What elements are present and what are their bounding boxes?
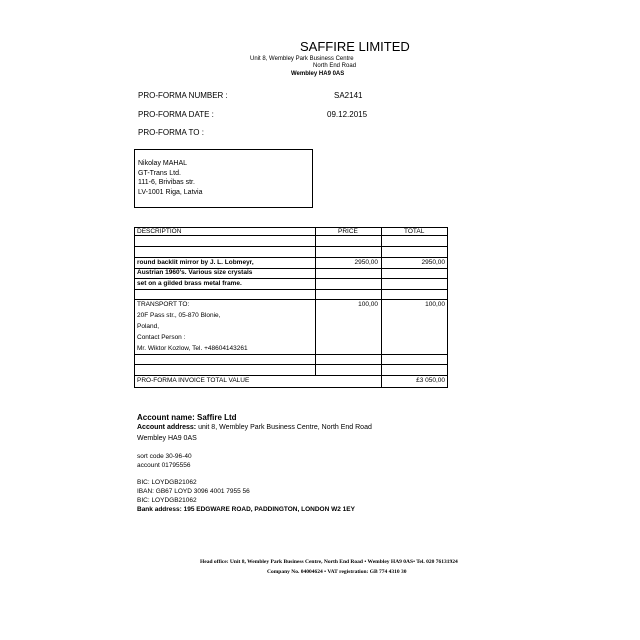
table-row-line	[134, 299, 448, 300]
sort-code: sort code 30-96-40	[137, 453, 192, 460]
transport-line: Contact Person :	[137, 334, 186, 341]
item-description-line: round backlit mirror by J. L. Lobmeyr,	[137, 259, 254, 266]
transport-line: Poland,	[137, 323, 160, 330]
proforma-date-label: PRO-FORMA DATE :	[138, 110, 214, 119]
account-name: Account name: Saffire Ltd	[137, 413, 237, 422]
proforma-number-value: SA2141	[334, 91, 363, 100]
proforma-date-value: 09.12.2015	[327, 110, 368, 119]
account-address-label: Account address:	[137, 424, 197, 431]
transport-line: 20F Pass str., 05-870 Blonie,	[137, 312, 221, 319]
account-address-value: unit 8, Wembley Park Business Centre, North End Road	[196, 424, 372, 431]
column-header-total: TOTAL	[404, 228, 425, 235]
iban: IBAN: GB67 LOYD 3096 4001 7955 56	[137, 488, 250, 495]
invoice-total-label: PRO-FORMA INVOICE TOTAL VALUE	[137, 377, 250, 384]
account-address-line2: Wembley HA9 0AS	[137, 435, 197, 442]
bic-code: BIC: LOYDGB21062	[137, 479, 197, 486]
company-address-line3: Wembley HA9 0AS	[291, 71, 345, 77]
item-description-line: Austrian 1960's. Various size crystals	[137, 269, 253, 276]
transport-total: 100,00	[425, 301, 445, 308]
invoice-total-value: £3 050,00	[416, 377, 445, 384]
table-row-line	[134, 354, 448, 355]
transport-line: Mr. Wiktor Kozlow, Tel. +48604143261	[137, 345, 248, 352]
table-row-line	[134, 278, 448, 279]
table-row-line	[134, 235, 448, 236]
recipient-line: GT-Trans Ltd.	[138, 169, 181, 177]
company-address-line1: Unit 8, Wembley Park Business Centre	[250, 56, 354, 62]
table-row-line	[134, 375, 448, 376]
bic-code-2: BIC: LOYDGB21062	[137, 497, 197, 504]
column-header-price: PRICE	[338, 228, 358, 235]
footer-head-office: Head office: Unit 8, Wembley Park Business Centre, North End Road • Wembley HA9 0AS• Tel. 020 76131924	[200, 559, 458, 565]
footer-company-info: Company No. 04004624 • VAT registration: GB 774 4310 30	[267, 569, 407, 575]
item-price: 2950,00	[354, 259, 378, 266]
table-border	[134, 387, 448, 388]
item-total: 2950,00	[421, 259, 445, 266]
transport-price: 100,00	[358, 301, 378, 308]
column-header-description: DESCRIPTION	[137, 228, 182, 235]
recipient-line: Nikolay MAHAL	[138, 160, 188, 167]
company-name: SAFFIRE LIMITED	[300, 39, 410, 54]
proforma-number-label: PRO-FORMA NUMBER :	[138, 91, 228, 100]
transport-line: TRANSPORT TO:	[137, 301, 190, 308]
recipient-line: 111-6, Brivibas str.	[138, 179, 195, 186]
recipient-line: LV-1001 Riga, Latvia	[138, 188, 203, 196]
table-row-line	[134, 246, 448, 247]
table-row-line	[134, 289, 448, 290]
item-description-line: set on a gilded brass metal frame.	[137, 280, 242, 287]
account-address	[137, 424, 372, 431]
company-address-line2: North End Road	[313, 63, 357, 69]
recipient-box	[134, 149, 313, 208]
table-row-line	[134, 364, 448, 365]
table-row-line	[134, 257, 448, 258]
bank-address: Bank address: 195 EDGWARE ROAD, PADDINGTON, LONDON W2 1EY	[137, 506, 355, 513]
proforma-to-label: PRO-FORMA TO :	[138, 128, 204, 137]
account-number: account 01795556	[137, 462, 191, 469]
